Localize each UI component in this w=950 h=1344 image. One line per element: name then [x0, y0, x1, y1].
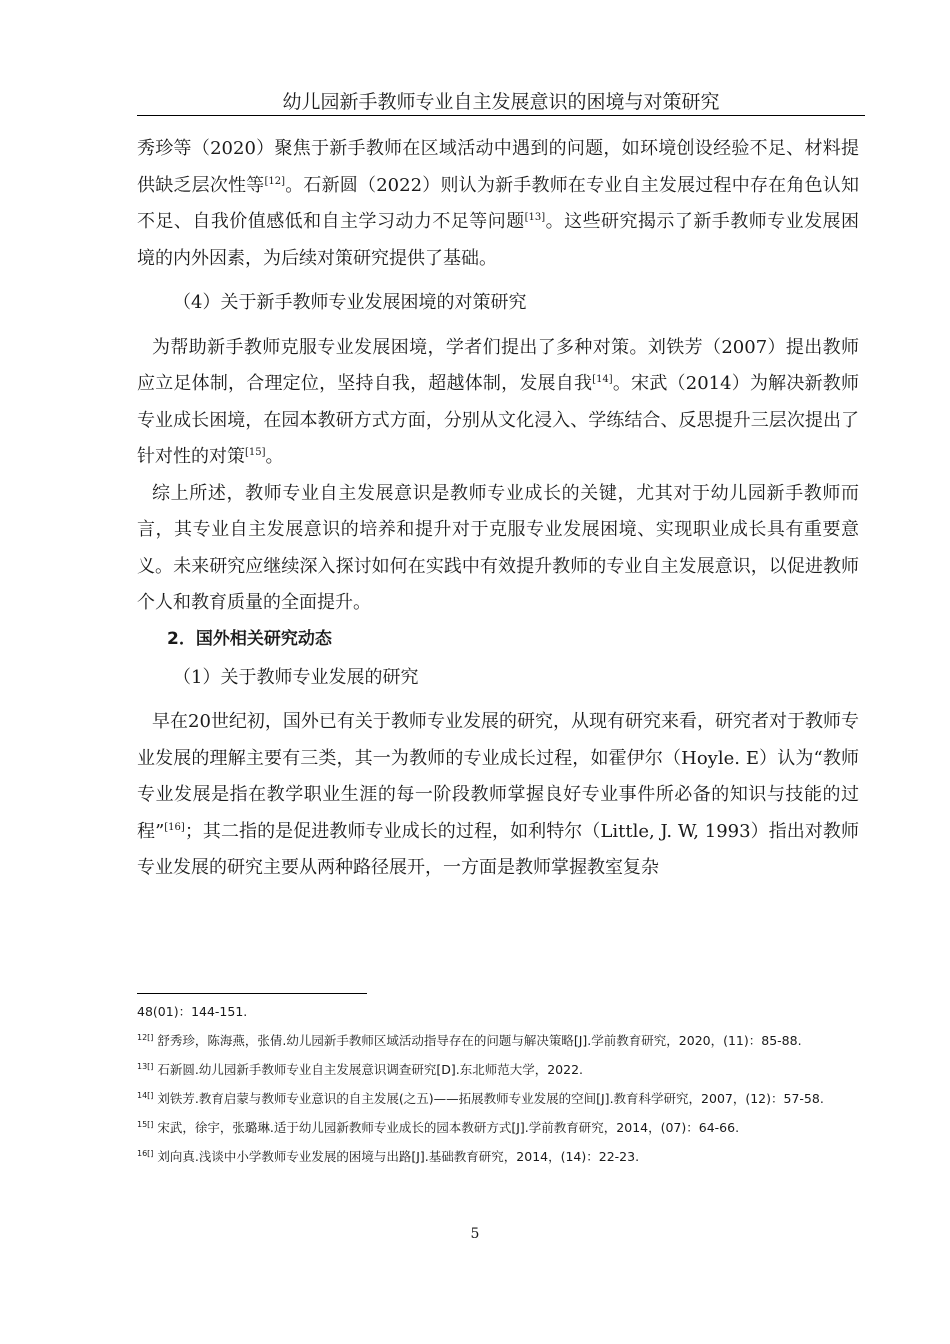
footnote-12 — [137, 1028, 859, 1053]
footnote-separator — [137, 993, 367, 994]
footnote-mark: 13[] — [137, 1062, 154, 1071]
footnote-mark: 12[] — [137, 1033, 154, 1042]
subheading-countermeasures: （4）关于新手教师专业发展困境的对策研究 — [173, 292, 527, 313]
paragraph-foreign-research — [137, 704, 859, 887]
footnote-text: 宋武，徐宇，张璐琳.适于幼儿园新教师专业成长的园本教研方式[J].学前教育研究，2014，(07)：64-66. — [153, 1120, 740, 1135]
header-rule — [137, 115, 865, 116]
footnote-text: 舒秀珍，陈海燕，张倩.幼儿园新手教师区域活动指导存在的问题与解决策略[J].学前教育研究，2020，(11)：85-88. — [153, 1033, 802, 1048]
paragraph-text: 早在20世纪初，国外已有关于教师专业发展的研究，从现有研究来看，研究者对于教师专业发展的理解主要有三类，其一为教师的专业成长过程，如霍伊尔（Hoyle. E）认为“教师专业发展是指在教学职业生涯的每一阶段教师掌握良好专业事件所必备的知识与技能的过程” — [137, 711, 859, 842]
subheading-teacher-development: （1）关于教师专业发展的研究 — [173, 666, 419, 688]
paragraph-text: 为帮助新手教师克服专业发展困境，学者们提出了多种对策。刘铁芳（2007）提出教师应立足体制，合理定位，坚持自我，超越体制，发展自我 — [137, 336, 859, 394]
footnote-mark: 14[] — [137, 1091, 154, 1100]
paragraph-countermeasures — [137, 330, 859, 476]
citation-13: [13] — [524, 212, 546, 223]
citation-14: [14] — [592, 374, 613, 385]
paragraph-summary: 综上所述，教师专业自主发展意识是教师专业成长的关键，尤其对于幼儿园新手教师而言，其专业自主发展意识的培养和提升对于克服专业发展困境、实现职业成长具有重要意义。未来研究应继续深入探讨如何在实践中有效提升教师的专业自主发展意识，以促进教师个人和教育质量的全面提升。 — [137, 482, 859, 613]
body-text — [137, 131, 859, 887]
footnote-13 — [137, 1057, 859, 1082]
footnote-mark: 16[] — [137, 1149, 154, 1158]
paragraph-text: 。石新圆（2022）则认为新手教师在专业自主发展过程中存在角色认知不足、自我价值感低和自主学习动力不足等问题 — [137, 174, 859, 232]
footnote-text: 48(01)：144-151. — [137, 1004, 248, 1019]
footnote-15 — [137, 1115, 859, 1140]
section-heading-foreign-research: 2．国外相关研究动态 — [167, 628, 332, 649]
footnote-text: 石新圆.幼儿园新手教师专业自主发展意识调查研究[D].东北师范大学，2022. — [153, 1062, 584, 1077]
paragraph-text: 秀珍等（2020）聚焦于新手教师在区域活动中遇到的问题，如环境创设经验不足、材料提供缺乏层次性等 — [137, 138, 859, 196]
footnotes — [137, 999, 859, 1173]
running-header: 幼儿园新手教师专业自主发展意识的困境与对策研究 — [282, 91, 720, 113]
footnote-mark: 15[] — [137, 1120, 154, 1129]
footnote-text: 刘向真.浅谈中小学教师专业发展的困境与出路[J].基础教育研究，2014，(14)：22-23. — [153, 1149, 640, 1164]
page-number: 5 — [470, 1226, 480, 1242]
paragraph-text: ；其二指的是促进教师专业成长的过程，如利特尔（Little, J. W, 1993）指出对教师专业发展的研究主要从两种路径展开，一方面是教师掌握教室复杂 — [137, 820, 859, 878]
citation-15: [15] — [245, 447, 266, 458]
citation-16: [16] — [164, 821, 185, 833]
footnote-continued — [137, 999, 859, 1024]
footnote-14 — [137, 1086, 859, 1111]
paragraph-domestic-problems — [137, 131, 859, 277]
paragraph-text: 。这些研究揭示了新手教师专业发展困境的内外因素，为后续对策研究提供了基础。 — [137, 211, 860, 269]
paragraph-text: 。 — [265, 446, 284, 467]
citation-12: [12] — [264, 175, 285, 187]
footnote-text: 刘铁芳.教育启蒙与教师专业意识的自主发展(之五)——拓展教师专业发展的空间[J].教育科学研究，2007，(12)：57-58. — [153, 1091, 824, 1106]
paragraph-text: 。宋武（2014）为解决新教师专业成长困境，在园本教研方式方面，分别从文化浸入、学练结合、反思提升三层次提出了针对性的对策 — [137, 373, 859, 467]
footnote-16 — [137, 1144, 859, 1169]
